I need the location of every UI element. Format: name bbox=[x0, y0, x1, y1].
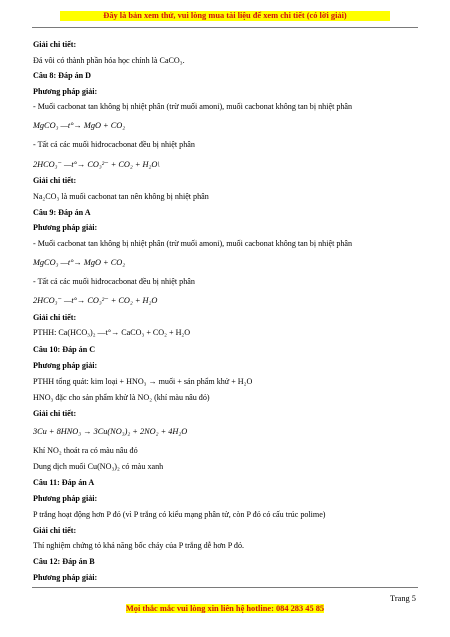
section-heading: Phương pháp giải: bbox=[33, 223, 98, 232]
equation-line: 3Cu + 8HNO₃ → 3Cu(NO₃)₂ + 2NO₂ + 4H₂O bbox=[33, 427, 188, 436]
text-line: - Tất cả các muối hiđrocacbonat đều bị nhiệt phân bbox=[33, 140, 195, 149]
section-heading: Phương pháp giải: bbox=[33, 494, 98, 503]
equation-line: MgCO₃ —t°→ MgO + CO₂ bbox=[33, 258, 126, 267]
section-heading: Giải chi tiết: bbox=[33, 313, 77, 322]
section-heading: Giải chi tiết: bbox=[33, 176, 77, 185]
text-line: PTHH: Ca(HCO₃)₂ —t°→ CaCO₃ + CO₂ + H₂O bbox=[33, 328, 191, 337]
hotline-text: Mọi thắc mắc vui lòng xin liên hệ hotline: 084 283 45 85 bbox=[125, 604, 325, 613]
section-heading: Giải chi tiết: bbox=[33, 40, 77, 49]
section-heading: Phương pháp giải: bbox=[33, 361, 98, 370]
text-line: Khí NO₂ thoát ra có màu nâu đỏ bbox=[33, 446, 138, 455]
section-heading: Câu 12: Đáp án B bbox=[33, 557, 95, 566]
text-line: Na₂CO₃ là muối cacbonat tan nên không bị nhiệt phân bbox=[33, 192, 209, 201]
text-line: - Tất cả các muối hiđrocacbonat đều bị nhiệt phân bbox=[33, 277, 195, 286]
section-heading: Phương pháp giải: bbox=[33, 87, 98, 96]
text-line: HNO₃ đặc cho sản phẩm khử là NO₂ (khí màu nâu đỏ) bbox=[33, 393, 210, 402]
text-line: Thí nghiệm chứng tỏ khả năng bốc cháy của P trắng dễ hơn P đỏ. bbox=[33, 541, 245, 550]
text-line: Dung dịch muối Cu(NO₃)₂ có màu xanh bbox=[33, 462, 164, 471]
equation-line: 2HCO₃⁻ —t°→ CO₃²⁻ + CO₂ + H₂O\ bbox=[33, 160, 160, 169]
section-heading: Câu 8: Đáp án D bbox=[33, 71, 92, 80]
header-divider bbox=[32, 27, 418, 28]
text-line: - Muối cacbonat tan không bị nhiệt phân (trừ muối amoni), muối cacbonat không tan bị nhiệt phân bbox=[33, 239, 353, 248]
equation-line: MgCO₃ —t°→ MgO + CO₂ bbox=[33, 121, 126, 130]
text-line: - Muối cacbonat tan không bị nhiệt phân (trừ muối amoni), muối cacbonat không tan bị nhiệt phân bbox=[33, 102, 353, 111]
section-heading: Câu 9: Đáp án A bbox=[33, 208, 91, 217]
text-line: P trắng hoạt động hơn P đỏ (vì P trắng có kiểu mạng phân tử, còn P đỏ có cấu trúc polime) bbox=[33, 510, 326, 519]
text-line: Đá vôi có thành phần hóa học chính là CaCO₃. bbox=[33, 56, 185, 65]
page-number: Trang 5 bbox=[390, 594, 416, 603]
section-heading: Phương pháp giải: bbox=[33, 573, 98, 582]
section-heading: Giải chi tiết: bbox=[33, 526, 77, 535]
preview-banner: Đây là bản xem thử, vui lòng mua tài liệu để xem chi tiết (có lời giải) bbox=[60, 11, 390, 21]
section-heading: Câu 11: Đáp án A bbox=[33, 478, 95, 487]
section-heading: Giải chi tiết: bbox=[33, 409, 77, 418]
text-line: PTHH tổng quát: kim loại + HNO₃ → muối + sản phẩm khử + H₂O bbox=[33, 377, 253, 386]
section-heading: Câu 10: Đáp án C bbox=[33, 345, 96, 354]
equation-line: 2HCO₃⁻ —t°→ CO₃²⁻ + CO₂ + H₂O bbox=[33, 296, 158, 305]
footer-divider bbox=[32, 587, 418, 588]
hotline-footer bbox=[0, 604, 450, 613]
